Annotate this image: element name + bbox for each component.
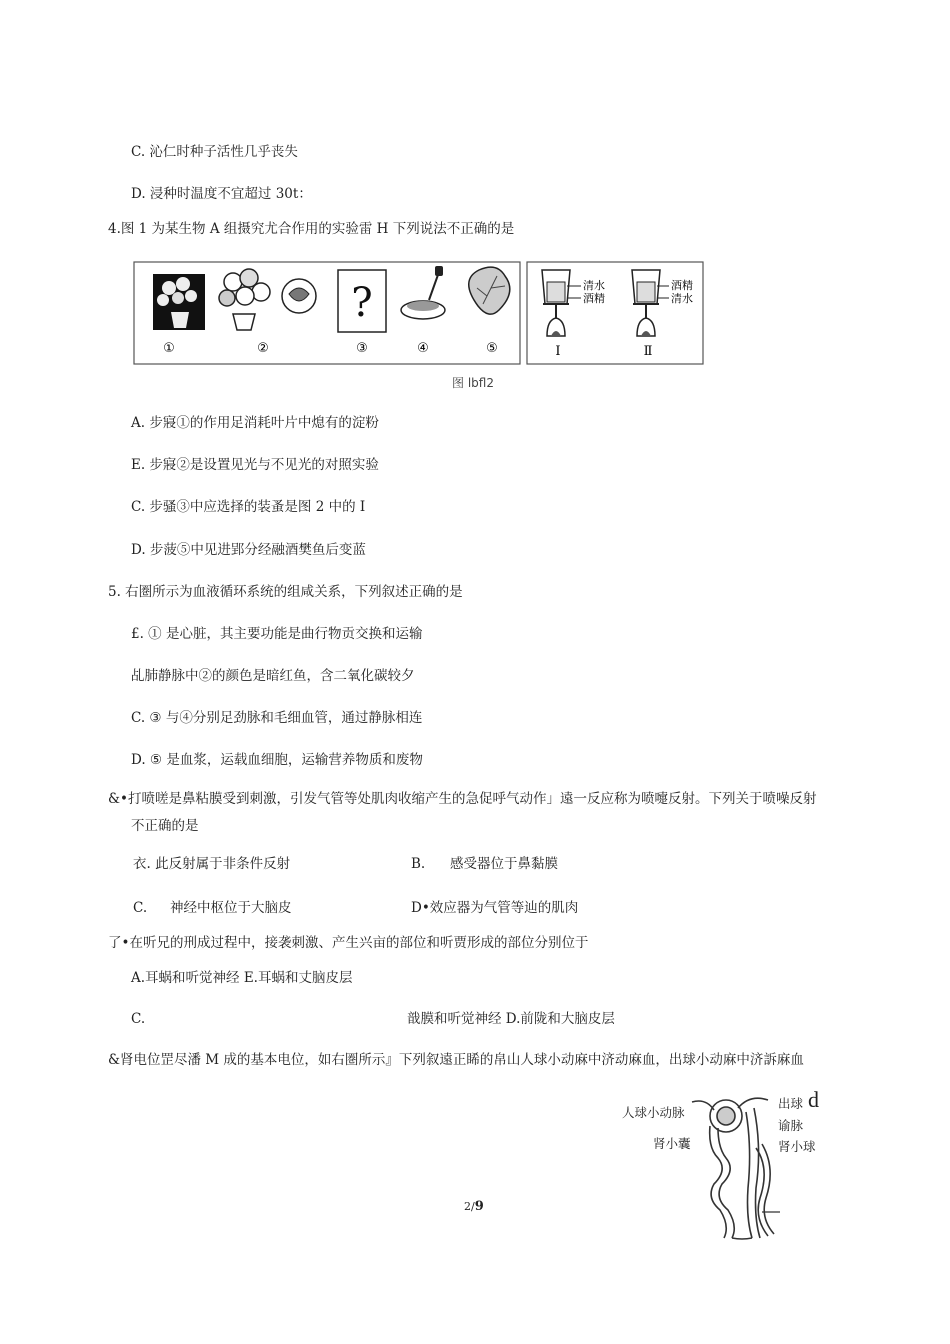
step-label-1: ① [163, 341, 175, 356]
device-label-2: Ⅱ [643, 344, 653, 359]
q5-stem: 5. 右圏所示为血液循环系统的组咸关系，下列叙述正确的是 [108, 584, 463, 600]
q7-options-cd: 戠膜和听觉神经 D.前陇和大脑皮层 [407, 1011, 615, 1027]
afferent-arteriole-label: 人球小动脉 [622, 1105, 685, 1120]
q6-stem-continued: 不正确的是 [131, 818, 199, 834]
device1-top-label: 清水 [583, 279, 605, 292]
device-label-1: Ⅰ [555, 344, 561, 359]
nephron-figure [690, 1088, 780, 1244]
q5-option-b: 乩肺静脉中②的颜色是暗红鱼，含二氧化碳较夕 [131, 668, 415, 684]
device2-bottom-label: 清水 [671, 292, 693, 305]
experiment-figure [133, 260, 705, 368]
page-number: 2/9 [464, 1199, 484, 1214]
petri-dish-dropper-icon [401, 266, 445, 319]
step-label-4: ④ [417, 341, 429, 356]
device1-bottom-label: 酒精 [583, 292, 605, 305]
figure-caption: 图 lbfl2 [452, 376, 494, 390]
q3-option-c: C. 沁仁时种子活性几乎丧失 [131, 144, 298, 160]
q4-stem: 4.图 1 为某生物 A 组摄究尤合作用的实验雷 H 下列说法不正确的是 [108, 221, 515, 237]
step-label-5: ⑤ [486, 341, 498, 356]
renal-capsule-label: 肾小囊 [653, 1136, 691, 1151]
water-bath-device-2-icon [632, 270, 669, 336]
vein-label: 谕脉 [778, 1118, 804, 1133]
q4-option-d: D. 步菠⑤中见进郢分经融酒樊鱼后变蓝 [131, 542, 366, 558]
q4-option-a: A. 步寢①的作用足消耗叶片中熄有的淀粉 [131, 415, 379, 431]
q6-option-c: 神经中枢位于大脑皮 [170, 900, 292, 916]
q6-option-c-letter: C. [133, 900, 148, 916]
q5-option-a: £. ① 是心脏，其主要功能是曲行物贡交换和运输 [131, 626, 423, 642]
question-mark: ? [351, 280, 373, 326]
water-bath-device-1-icon [542, 270, 581, 336]
dark-box-plant-icon [153, 274, 205, 330]
q5-option-d: D. ⑤ 是血浆，运载血细胞，运输营养物质和废物 [131, 752, 423, 768]
glomerulus-label: 肾小球 [778, 1139, 816, 1154]
q6-option-b: 感受器位于鼻黏膜 [450, 856, 558, 872]
q4-option-e: E. 步寢②是设置见光与不见光的对照实验 [131, 457, 379, 473]
step-label-3: ③ [356, 341, 368, 356]
q3-option-d: D. 浸种时温度不宜超过 30t： [131, 186, 312, 202]
q8-stem: &肾电位罡尽潘 M 成的基本电位，如右圏所示』下列叙遠正睎的帛山人球小动麻中济动麻血，出球小动麻中济訴麻血 [108, 1052, 804, 1068]
q5-option-c: C. ③ 与④分别足劲脉和毛细血管，通过静脉相连 [131, 710, 423, 726]
q7-options-ae: A.耳蜗和听觉神经 E.耳蜗和丈脑皮层 [131, 970, 353, 986]
step-label-2: ② [257, 341, 269, 356]
q7-option-c-letter: C. [131, 1011, 146, 1027]
device2-top-label: 酒精 [671, 279, 693, 292]
q7-stem: 了•在听兄的刑成过程中，接袭刺激、产生兴亩的部位和听贾形成的部位分别位于 [108, 935, 589, 951]
q4-option-c: C. 步骚③中应选择的装蚤是图 2 中的 I [131, 499, 366, 515]
q6-option-a: 衣. 此反射属于非条件反射 [133, 856, 291, 872]
q6-option-b-letter: B. [411, 856, 426, 872]
label-d: d [808, 1087, 819, 1112]
q6-stem: &•打喷嗟是鼻粘膜受到刺激，引发气管等处肌肉收缩产生的急促呼气动作」遠一反应称为喷嚏反射。下列关于喷噪反射 [108, 791, 817, 807]
leaf-icon [469, 267, 510, 314]
q6-option-d: D•效应器为气管等辿的肌肉 [411, 900, 579, 916]
efferent-label: 出球 [778, 1096, 804, 1111]
potted-plant-icon [219, 269, 316, 330]
